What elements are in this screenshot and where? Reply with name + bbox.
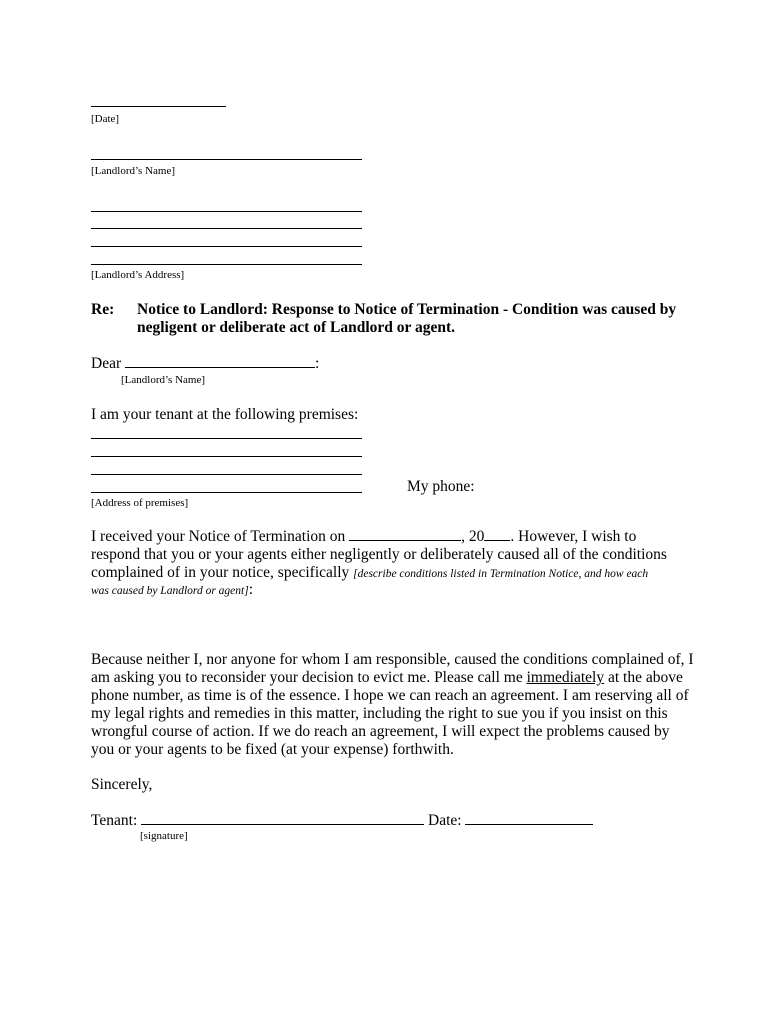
landlord-name-blank[interactable] (125, 355, 315, 368)
re-title-line-1: Notice to Landlord: Response to Notice of Termination - Condition was caused by (137, 301, 677, 318)
salutation (91, 355, 319, 373)
notice-instruction-a: [describe conditions listed in Termination Notice, and how each (353, 568, 649, 580)
re-title-line-2: negligent or deliberate act of Landlord or agent. (137, 319, 456, 336)
sincerely: Sincerely, (91, 776, 153, 793)
notice-line-4 (91, 581, 253, 599)
address-of-premises-label: [Address of premises] (91, 497, 189, 509)
premises-intro: I am your tenant at the following premises: (91, 406, 359, 423)
signature-label: [signature] (140, 830, 188, 842)
closing-line-3: phone number, as time is of the essence. I hope we can reach an agreement. I am reserving all of (91, 687, 689, 704)
landlord-address-line-2[interactable] (91, 228, 362, 229)
closing-line-4: my legal rights and remedies in this matter, including the right to sue you if you insist on this (91, 705, 668, 722)
dear-text: Dear (91, 355, 122, 372)
notice-line-2: respond that you or your agents either negligently or deliberately caused all of the conditions (91, 546, 667, 563)
landlord-name-label: [Landlord’s Name] (91, 165, 175, 177)
date-label: [Date] (91, 113, 120, 125)
phone-label: My phone: (407, 478, 475, 495)
closing-line-5: wrongful course of action. If we do reach an agreement, I will expect the problems caused by (91, 723, 670, 740)
premises-line-1[interactable] (91, 438, 362, 439)
tenant-label: Tenant: (91, 812, 138, 829)
premises-line-4[interactable] (91, 492, 362, 493)
closing-line-2a: am asking you to reconsider your decision to evict me. Please call me (91, 669, 527, 686)
closing-line-2 (91, 669, 683, 687)
closing-line-2b: at the above (604, 669, 683, 686)
date-line[interactable] (91, 106, 226, 107)
notice-text-2: . However, I wish to (510, 528, 637, 545)
notice-instruction-b: was caused by Landlord or agent] (91, 585, 249, 597)
notice-year-blank[interactable] (484, 528, 510, 541)
closing-emphasis: immediately (526, 669, 605, 686)
closing-line-1: Because neither I, nor anyone for whom I am responsible, caused the conditions complained of, I (91, 651, 694, 668)
landlord-address-label: [Landlord’s Address] (91, 269, 185, 281)
notice-date-blank[interactable] (349, 528, 461, 541)
notice-text-3: complained of in your notice, specifically (91, 564, 350, 581)
premises-line-2[interactable] (91, 456, 362, 457)
tenant-signature-row (91, 812, 593, 830)
landlord-address-line-4[interactable] (91, 264, 362, 265)
dear-colon: : (315, 355, 320, 372)
signoff-date-blank[interactable] (465, 812, 593, 825)
notice-text-1: I received your Notice of Termination on (91, 528, 346, 545)
tenant-signature-blank[interactable] (141, 812, 424, 825)
notice-line-1 (91, 528, 636, 546)
premises-line-3[interactable] (91, 474, 362, 475)
closing-line-6: you or your agents to be fixed (at your expense) forthwith. (91, 741, 454, 758)
notice-instruction-end: : (248, 581, 254, 598)
landlord-address-line-1[interactable] (91, 211, 362, 212)
landlord-address-line-3[interactable] (91, 246, 362, 247)
salutation-name-label: [Landlord’s Name] (121, 374, 205, 386)
signoff-date-label: Date: (428, 812, 462, 829)
landlord-name-line[interactable] (91, 159, 362, 160)
re-label: Re: (91, 301, 115, 318)
notice-year-prefix: , 20 (461, 528, 485, 545)
